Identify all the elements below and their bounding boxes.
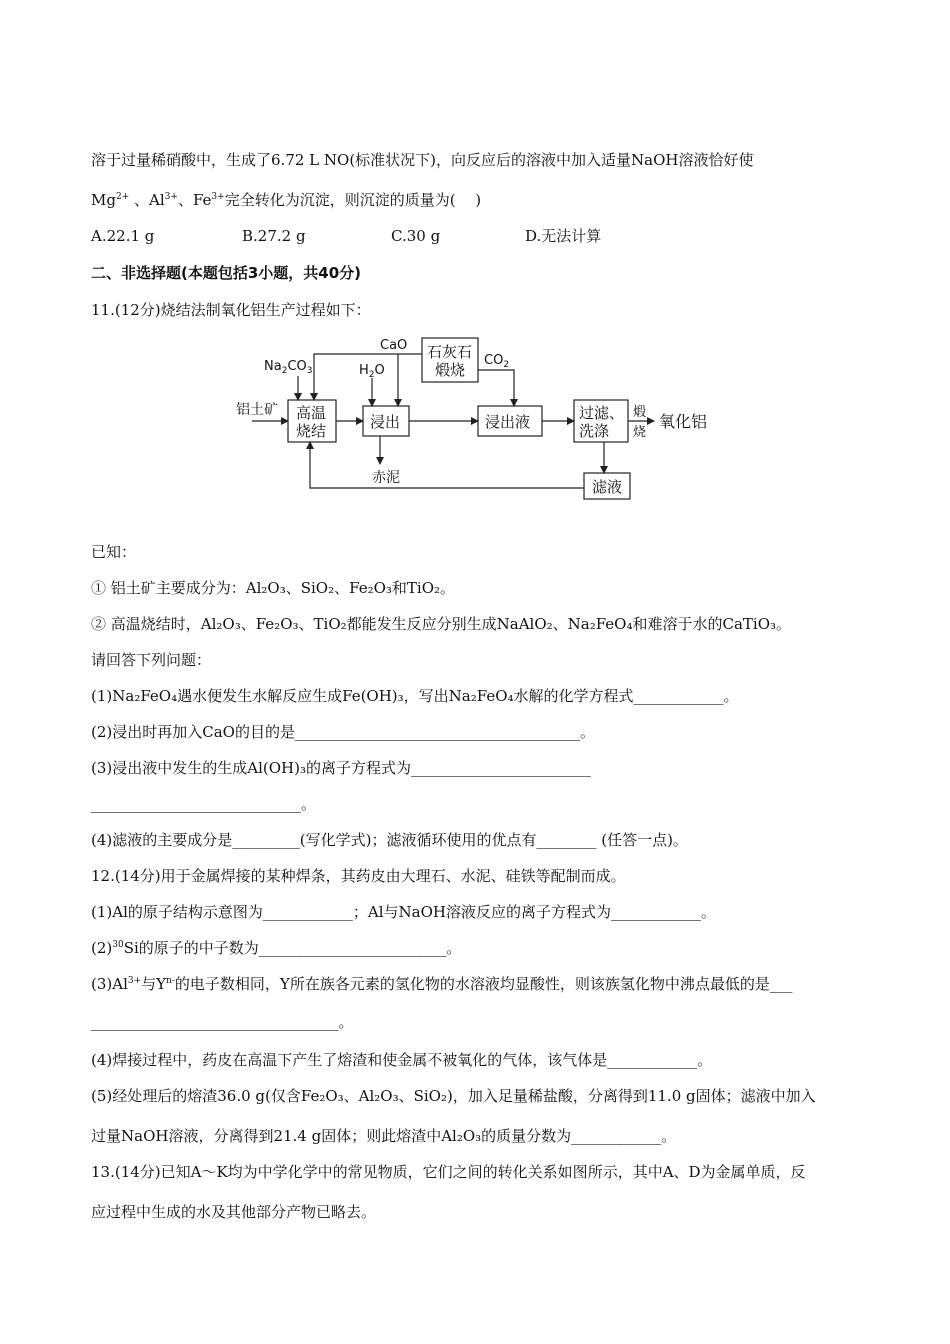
label-h2o: $H_2O$ bbox=[359, 363, 385, 380]
text-red-mud: 赤泥 bbox=[372, 470, 400, 486]
label-cao: CaO bbox=[380, 338, 408, 353]
q12-part-2: $(2)^{30}Si$的原子的中子数为_________________________。 bbox=[91, 939, 462, 957]
alumina-process-flowchart bbox=[230, 330, 730, 505]
label-bauxite: 铝土矿 bbox=[236, 402, 278, 418]
text-wash: 洗涤 bbox=[579, 422, 610, 440]
option-b[interactable]: B.27.2 g bbox=[242, 227, 306, 245]
q11-stem: 11.(12分)烧结法制氧化铝生产过程如下： bbox=[91, 301, 371, 319]
text-filter: 过滤、 bbox=[579, 404, 625, 422]
text-sinter-1: 高温 bbox=[296, 404, 327, 422]
q11-known-2: ② 高温烧结时，Al₂O₃、Fe₂O₃、TiO₂都能发生反应分别生成NaAlO₂、Na₂FeO₄和难溶于水的CaTiO₃。 bbox=[91, 615, 792, 633]
q13-line1: 13.(14分)已知A～K均为中学化学中的常见物质，它们之间的转化关系如图所示，其中A、D为金属单质，反 bbox=[91, 1163, 806, 1181]
text-calcine-arrow-2: 烧 bbox=[633, 425, 647, 440]
label-co2: $CO_2$ bbox=[484, 353, 510, 370]
q12-part-4: (4)焊接过程中，药皮在高温下产生了熔渣和使金属不被氧化的气体，该气体是____________。 bbox=[91, 1051, 713, 1069]
q11-part-2: (2)浸出时再加入CaO的目的是______________________________________。 bbox=[91, 723, 595, 741]
q10-line2: $Mg^{2+}$ 、$Al^{3+}$、$Fe^{3+}$完全转化为沉淀，则沉淀的质量为( ) bbox=[91, 191, 482, 209]
text-leach: 浸出 bbox=[370, 413, 401, 431]
q12-stem: 12.(14分)用于金属焊接的某种焊条，其药皮由大理石、水泥、硅铁等配制而成。 bbox=[91, 867, 626, 885]
q11-ask: 请回答下列问题： bbox=[91, 651, 212, 669]
q12-part-3: $(3)Al^{3+}$与$Y^{n-}$的电子数相同，Y所在族各元素的氢化物的水溶液均显酸性，则该族氢化物中沸点最低的是___ bbox=[91, 975, 793, 993]
option-c[interactable]: C.30 g bbox=[391, 227, 441, 245]
text-alumina-product: 氧化铝 bbox=[659, 412, 708, 431]
q12-part-1: (1)Al的原子结构示意图为____________；Al与NaOH溶液反应的离子方程式为____________。 bbox=[91, 903, 716, 921]
q12-part-5b: 过量NaOH溶液，分离得到21.4 g固体；则此熔渣中Al₂O₃的质量分数为____________。 bbox=[91, 1127, 677, 1145]
q13-line2: 应过程中生成的水及其他部分产物已略去。 bbox=[91, 1203, 377, 1221]
q12-part-5a: (5)经处理后的熔渣36.0 g(仅含Fe₂O₃、Al₂O₃、SiO₂)，加入足量稀盐酸，分离得到11.0 g固体；滤液中加入 bbox=[91, 1087, 816, 1105]
text-limestone: 石灰石 bbox=[427, 343, 473, 361]
q11-part-4: (4)滤液的主要成分是_________(写化学式)；滤液循环使用的优点有________ (任答一点)。 bbox=[91, 831, 688, 849]
text-sinter-2: 烧结 bbox=[296, 422, 327, 440]
q11-known: 已知： bbox=[91, 543, 137, 561]
section-2-title: 二、非选择题(本题包括3小题，共40分) bbox=[91, 264, 362, 282]
q11-part-1: (1)Na₂FeO₄遇水便发生水解反应生成Fe(OH)₃，写出Na₂FeO₄水解的化学方程式____________。 bbox=[91, 687, 739, 705]
text-leachate: 浸出液 bbox=[485, 413, 531, 431]
text-calcine: 煅烧 bbox=[435, 361, 466, 379]
label-na2co3: $Na_2CO_3$ bbox=[264, 359, 313, 376]
text-filtrate: 滤液 bbox=[592, 478, 623, 496]
q12-part-3-line2: _________________________________。 bbox=[91, 1013, 354, 1031]
q11-known-1: ① 铝土矿主要成分为：Al₂O₃、SiO₂、Fe₂O₃和TiO₂。 bbox=[91, 579, 456, 597]
option-a[interactable]: A.22.1 g bbox=[91, 227, 155, 245]
q11-part-3a: (3)浸出液中发生的生成Al(OH)₃的离子方程式为________________________ bbox=[91, 759, 591, 777]
option-d[interactable]: D.无法计算 bbox=[525, 227, 602, 245]
q10-line1: 溶于过量稀硝酸中，生成了6.72 L NO(标准状况下)，向反应后的溶液中加入适量NaOH溶液恰好使 bbox=[91, 151, 754, 169]
text-calcine-arrow-1: 煅 bbox=[633, 405, 647, 420]
q11-part-3b: ____________________________。 bbox=[91, 795, 317, 813]
